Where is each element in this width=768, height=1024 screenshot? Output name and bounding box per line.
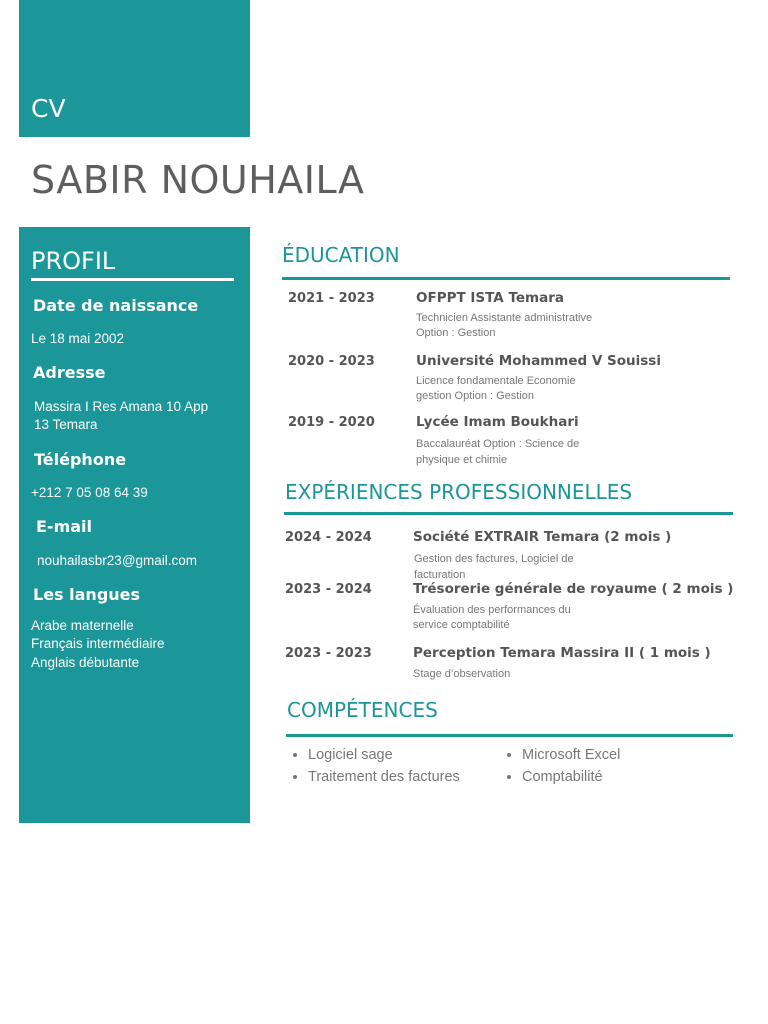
profil-divider <box>31 278 234 281</box>
skill-item: • Logiciel sage <box>308 744 460 766</box>
birth-label: Date de naissance <box>33 296 199 315</box>
birth-value: Le 18 mai 2002 <box>31 331 125 346</box>
education-desc: Technicien Assistante administrative <box>416 312 593 324</box>
skills-title: COMPÉTENCES <box>287 698 438 722</box>
education-years: 2020 - 2023 <box>288 354 375 369</box>
skill-item: • Comptabilité <box>522 766 620 788</box>
language-item: Arabe maternelle <box>31 618 134 633</box>
phone-label: Téléphone <box>34 450 127 469</box>
skill-item: • Microsoft Excel <box>522 744 620 766</box>
skills-list-left <box>286 744 460 788</box>
cv-label: CV <box>31 94 66 123</box>
education-title: ÉDUCATION <box>282 243 400 267</box>
experience-years: 2023 - 2023 <box>285 646 372 661</box>
profil-title: PROFIL <box>31 247 116 275</box>
experience-title-item: Société EXTRAIR Temara (2 mois ) <box>413 529 672 545</box>
education-desc: physique et chimie <box>416 454 508 466</box>
education-desc: gestion Option : Gestion <box>416 390 535 402</box>
address-line-2: 13 Temara <box>34 417 98 432</box>
education-title-item: Lycée Imam Boukhari <box>416 414 579 430</box>
experience-title: EXPÉRIENCES PROFESSIONNELLES <box>285 480 633 504</box>
education-desc: Option : Gestion <box>416 327 496 339</box>
education-years: 2021 - 2023 <box>288 291 375 306</box>
address-label: Adresse <box>33 363 106 382</box>
full-name: SABIR NOUHAILA <box>31 158 365 202</box>
language-item: Français intermédiaire <box>31 636 165 651</box>
email-label: E-mail <box>36 517 93 536</box>
experience-desc: Gestion des factures, Logiciel de <box>414 553 574 565</box>
experience-years: 2023 - 2024 <box>285 582 372 597</box>
experience-desc: facturation <box>414 569 466 581</box>
language-item: Anglais débutante <box>31 655 140 670</box>
languages-label: Les langues <box>33 585 141 604</box>
experience-years: 2024 - 2024 <box>285 530 372 545</box>
skill-item: • Traitement des factures <box>308 766 460 788</box>
education-divider <box>282 277 730 280</box>
education-title-item: Université Mohammed V Souissi <box>416 353 661 369</box>
experience-title-item: Trésorerie générale de royaume ( 2 mois ) <box>413 581 734 597</box>
experience-divider <box>284 512 733 515</box>
education-desc: Baccalauréat Option : Science de <box>416 438 580 450</box>
address-line-1: Massira I Res Amana 10 App <box>34 399 209 414</box>
education-title-item: OFPPT ISTA Temara <box>416 290 564 306</box>
experience-desc: Stage d’observation <box>413 668 511 680</box>
skills-list-right <box>500 744 620 788</box>
experience-title-item: Perception Temara Massira II ( 1 mois ) <box>413 645 711 661</box>
skills-divider <box>286 734 733 737</box>
profile-sidebar <box>19 227 250 823</box>
phone-value: +212 7 05 08 64 39 <box>31 485 148 500</box>
experience-desc: Évaluation des performances du <box>413 604 571 616</box>
education-desc: Licence fondamentale Economie <box>416 375 576 387</box>
education-years: 2019 - 2020 <box>288 415 375 430</box>
email-value: nouhailasbr23@gmail.com <box>37 553 198 568</box>
experience-desc: service comptabilité <box>413 619 510 631</box>
